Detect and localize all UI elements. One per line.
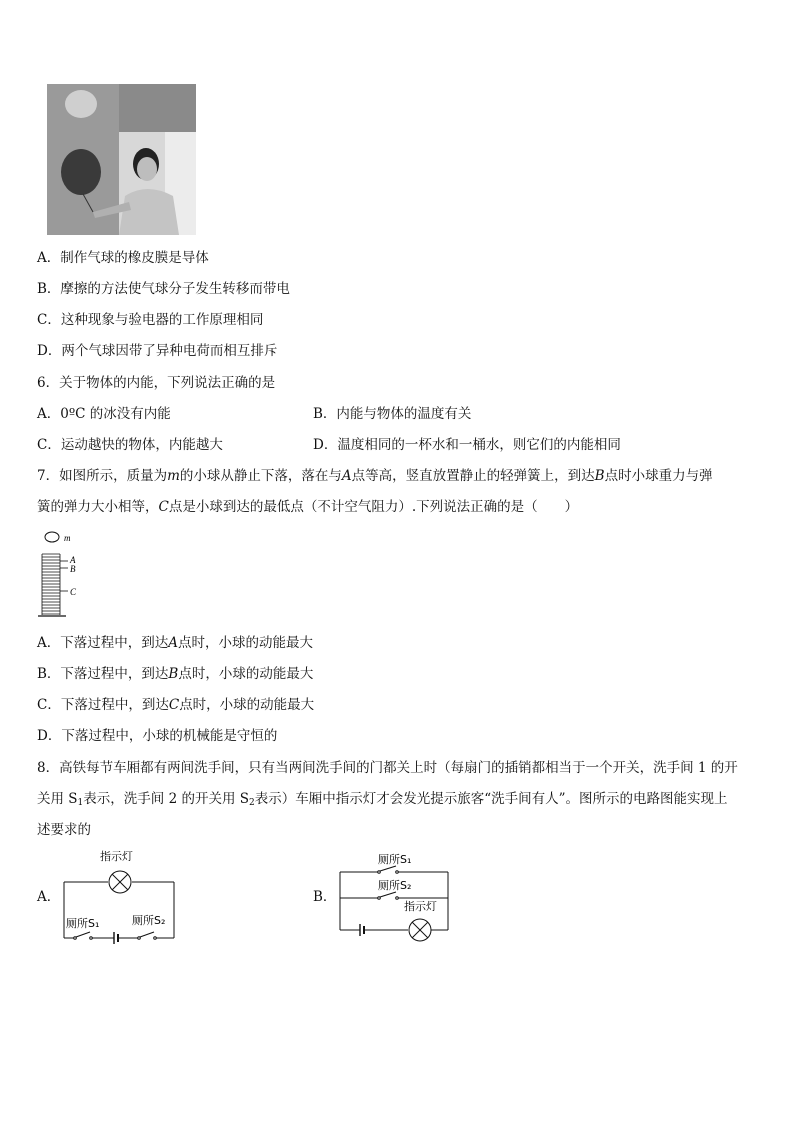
q7-option-a — [37, 634, 313, 652]
switch-s2-label: 厕所S₂ — [378, 879, 412, 892]
q7-text: 点等高，竖直放置静止的轻弹簧上，到达 — [351, 468, 595, 484]
q7-option-text: 点时，小球的动能最大 — [178, 635, 313, 651]
label-a: A — [70, 555, 76, 565]
q7-option-text: C．下落过程中，到达 — [37, 697, 169, 713]
switch-s1-label: 厕所S₁ — [66, 917, 100, 930]
q7-text: 的小球从静止下落，落在与 — [179, 468, 342, 484]
q7-option-text: B．下落过程中，到达 — [37, 666, 169, 682]
q6-option-b: B．内能与物体的温度有关 — [313, 406, 472, 422]
q7-text: 7．如图所示，质量为 — [37, 468, 168, 484]
balloon-photo — [47, 84, 196, 235]
q8-text: 表示）车厢中指示灯才会发光提示旅客“洗手间有人”。图所示的电路图能实现上 — [254, 791, 728, 807]
q7-stem-line2 — [37, 498, 578, 516]
q6-stem: 6．关于物体的内能，下列说法正确的是 — [37, 375, 276, 391]
q5-option-c: C．这种现象与验电器的工作原理相同 — [37, 312, 264, 328]
q8-option-b-label: B． — [313, 889, 337, 905]
q7-var: B — [594, 468, 605, 484]
q7-var: A — [341, 468, 352, 484]
q5-option-b: B．摩擦的方法使气球分子发生转移而带电 — [37, 281, 290, 297]
lamp-label: 指示灯 — [100, 850, 133, 863]
q7-text: 点是小球到达的最低点（不计空气阻力）.下列说法正确的是（ ） — [168, 499, 579, 515]
circuit-b — [334, 850, 456, 950]
switch-s2-label: 厕所S₂ — [132, 914, 166, 927]
q7-var: C — [158, 499, 169, 515]
q8-text: 表示，洗手间 2 的开关用 S — [83, 791, 249, 807]
lamp-label: 指示灯 — [404, 900, 437, 913]
q7-text: 簧的弹力大小相等， — [37, 499, 159, 515]
label-m: m — [64, 533, 71, 543]
q5-option-a: A．制作气球的橡皮膜是导体 — [37, 250, 209, 266]
q7-option-c — [37, 696, 314, 714]
q5-option-d: D．两个气球因带了异种电荷而相互排斥 — [37, 343, 278, 359]
q8-sub: 2 — [249, 798, 255, 808]
q8-stem-line2 — [37, 790, 728, 812]
switch-s1-label: 厕所S₁ — [378, 853, 412, 866]
q7-option-var: C — [168, 697, 180, 713]
q6-option-c: C．运动越快的物体，内能越大 — [37, 437, 223, 453]
q7-option-var: A — [168, 635, 178, 651]
q8-option-a-label: A． — [37, 889, 61, 905]
q7-option-b — [37, 665, 313, 683]
q7-option-text: 点时，小球的动能最大 — [179, 697, 315, 713]
q8-sub: 1 — [77, 798, 84, 808]
q7-option-text: A．下落过程中，到达 — [37, 635, 169, 651]
q8-stem-line3: 述要求的 — [37, 822, 91, 838]
circuit-a — [60, 848, 180, 948]
q7-option-text: 点时，小球的动能最大 — [178, 666, 314, 682]
spring-figure — [36, 528, 96, 624]
q8-stem-line1: 8．高铁每节车厢都有两间洗手间，只有当两间洗手间的门都关上时（每扇门的插销都相当于一个开关，洗手间 1 的开 — [37, 760, 738, 776]
q6-option-a: A．0ºC 的冰没有内能 — [37, 406, 171, 422]
q7-option-var: B — [168, 666, 179, 682]
q7-option-d: D．下落过程中，小球的机械能是守恒的 — [37, 728, 278, 744]
q7-stem-line1 — [37, 467, 713, 485]
q7-var: m — [167, 468, 180, 484]
label-c: C — [70, 587, 77, 597]
q7-text: 点时小球重力与弹 — [604, 468, 713, 484]
q8-text: 关用 S — [37, 791, 78, 807]
label-b: B — [70, 564, 76, 574]
q6-option-d: D．温度相同的一杯水和一桶水，则它们的内能相同 — [313, 437, 621, 453]
